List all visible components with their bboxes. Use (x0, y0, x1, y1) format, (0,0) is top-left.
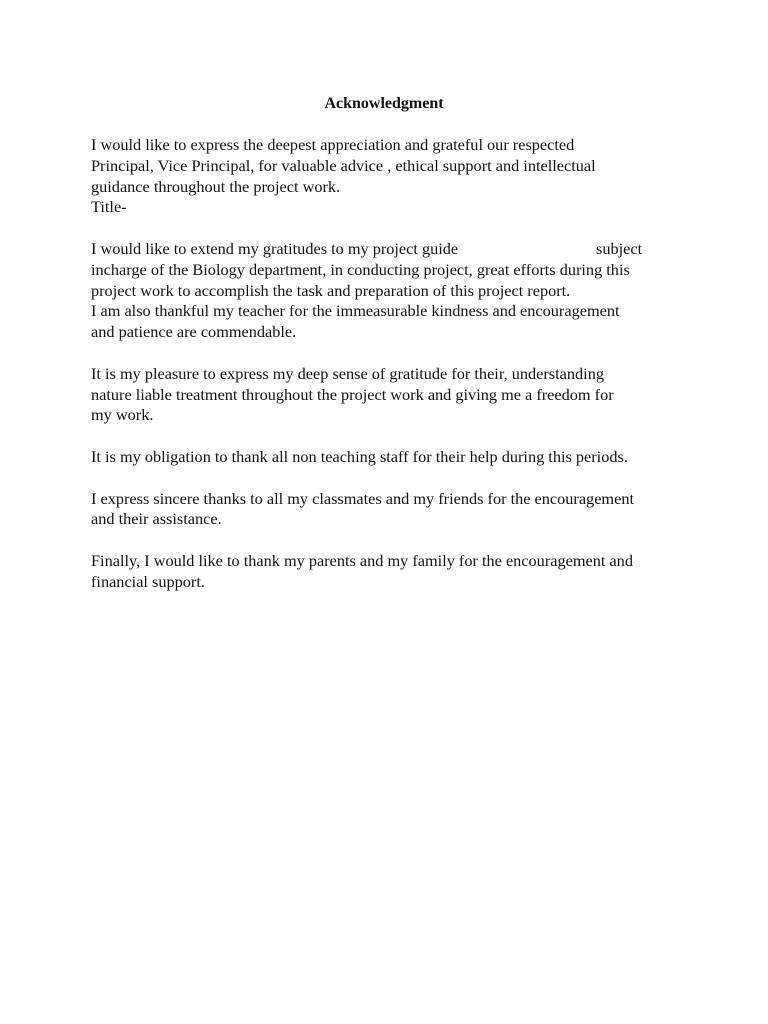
paragraph-appreciation (91, 135, 691, 218)
text-line: and their assistance. (91, 509, 222, 529)
text-line: It is my obligation to thank all non teaching staff for their help during this periods. (91, 446, 628, 466)
title-label: Title- (91, 197, 127, 217)
text-line: nature liable treatment throughout the project work and giving me a freedom for (91, 384, 614, 404)
text-line: I would like to express the deepest appreciation and grateful our respected (91, 135, 575, 154)
text-line: It is my pleasure to express my deep sense of gratitude for their, understanding (91, 363, 604, 383)
paragraph-spacer (91, 218, 691, 239)
paragraph-spacer (91, 426, 691, 447)
text-line (91, 239, 691, 260)
text-line: Finally, I would like to thank my parents and my family for the encouragement and (91, 550, 633, 570)
paragraph-spacer (91, 468, 691, 489)
text-line: Principal, Vice Principal, for valuable advice , ethical support and intellectual (91, 155, 596, 175)
page-title: Acknowledgment (324, 95, 444, 112)
paragraph-classmates (91, 489, 691, 531)
text-line: and patience are commendable. (91, 322, 297, 342)
paragraph-spacer (91, 530, 691, 551)
text-line: I am also thankful my teacher for the immeasurable kindness and encouragement (91, 301, 620, 321)
text-line: project work to accomplish the task and preparation of this project report. (91, 280, 571, 300)
text-line: incharge of the Biology department, in conducting project, great efforts during this (91, 259, 630, 279)
text-line: guidance throughout the project work. (91, 176, 341, 196)
document-body (91, 135, 691, 593)
paragraph-staff (91, 447, 691, 468)
paragraph-spacer (91, 343, 691, 364)
paragraph-project-guide (91, 239, 691, 343)
paragraph-family (91, 551, 691, 593)
paragraph-gratitude (91, 364, 691, 426)
text-line: I express sincere thanks to all my classmates and my friends for the encouragement (91, 488, 634, 508)
text-line: financial support. (91, 571, 205, 591)
guide-line-end: subject (596, 238, 643, 258)
guide-line-start: I would like to extend my gratitudes to my project guide (91, 238, 459, 258)
text-line: my work. (91, 405, 154, 425)
